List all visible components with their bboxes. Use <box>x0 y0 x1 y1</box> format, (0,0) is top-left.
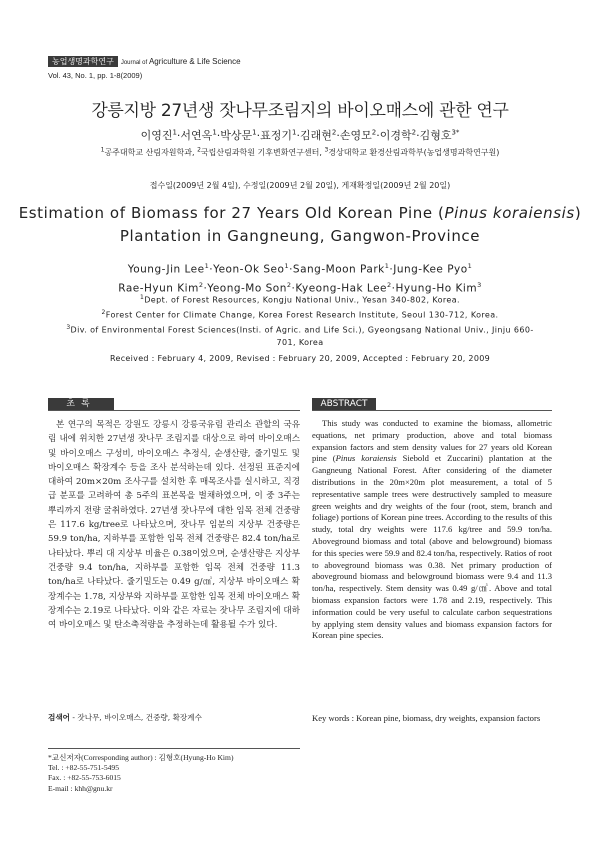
journal-name-ko: 농업생명과학연구 <box>48 56 118 67</box>
author-name: 이영진 <box>140 129 173 142</box>
author-name: Kyeong-Hak Lee <box>295 282 388 294</box>
author-affiliation-mark: 1 <box>284 262 290 270</box>
author-name: Jung-Kee Pyo <box>393 263 468 276</box>
author-affiliation-mark: 2 <box>411 128 417 137</box>
footnote <box>48 753 233 794</box>
author-name: Yeong-Mo Son <box>207 282 287 294</box>
title-english: Estimation of Biomass for 27 Years Old Korean Pine (Pinus koraiensis) Plantation in Gangneung, Gangwon-Province <box>18 204 582 245</box>
author-affiliation-mark: 2 <box>331 128 337 137</box>
author-affiliation-mark: 1 <box>292 128 297 137</box>
email: E-mail : khh@gnu.kr <box>48 783 113 793</box>
journal-name-en: Agriculture & Life Science <box>148 57 241 66</box>
author-affiliation-mark: 2 <box>198 280 204 289</box>
divider <box>312 410 552 411</box>
author-name: Hyung-Ho Kim <box>395 282 478 294</box>
affiliations-korean <box>0 146 600 158</box>
author-name: 김래현 <box>300 129 332 142</box>
author-name: Rae-Hyun Kim <box>118 282 199 294</box>
author-name: 김형호 <box>419 129 452 142</box>
volume-info: Vol. 43, No. 1, pp. 1-8(2009) <box>48 71 143 80</box>
author-name: 박상문 <box>220 129 253 142</box>
title-korean: 강릉지방 27년생 잣나무조림지의 바이오매스에 관한 연구 <box>91 101 509 121</box>
affiliation: $^3$Div. of Environmental Forest Sciences(Insti. of Agric. and Life Sci.), Gyeongsang National Univ., Jinju 660-701, Korea <box>66 324 534 348</box>
corresponding-author: *교신저자(Corresponding author) : 김형호(Hyung-Ho Kim) <box>48 753 234 762</box>
telephone: Tel. : +82-55-751-5495 <box>48 763 120 773</box>
authors-english: Young-Jin Lee$^1$·Yeon-Ok Seo$^1$·Sang-Moon Park$^1$·Jung-Kee Pyo$^1$ Rae-Hyun Kim$^2$·Yeong-Mo Son$^2$·Kyeong-Hak Lee$^2$·Hyung-Ho Kim$^3$ <box>118 262 482 294</box>
affiliation: $^2$Forest Center for Climate Change, Korea Forest Research Institute, Seoul 130-712, Korea. <box>101 309 499 320</box>
author-name: Young-Jin Lee <box>127 263 205 276</box>
keywords-english: Key words : Korean pine, biomass, dry weights, expansion factors <box>312 713 541 723</box>
author-name: 이경학 <box>379 129 412 142</box>
journal-name-prefix: Journal of <box>120 60 148 66</box>
affiliation: $^1$공주대학교 산림자원학과, <box>100 146 198 157</box>
affiliations-english <box>60 292 540 350</box>
footnote-divider <box>48 748 300 749</box>
author-affiliation-mark: 2 <box>387 280 392 289</box>
divider <box>48 410 300 411</box>
author-name: Sang-Moon Park <box>292 263 385 276</box>
author-affiliation-mark: 3* <box>451 128 460 137</box>
author-affiliation-mark: 1 <box>212 128 217 137</box>
author-affiliation-mark: 1 <box>204 262 210 270</box>
dates-korean: 접수일(2009년 2월 4일), 수정일(2009년 2월 20일), 게재확정일(2009년 2월 20일) <box>149 181 451 190</box>
affiliation: $^3$경상대학교 환경산림과학부(농업생명과학연구원) <box>324 146 500 157</box>
fax: Fax. : +82-55-753-6015 <box>48 773 121 783</box>
dates-english: Received : February 4, 2009, Revised : February 20, 2009, Accepted : February 20, 2009 <box>110 354 490 363</box>
affiliation: $^2$국립산림과학원 기후변화연구센터, <box>197 146 325 157</box>
author-affiliation-mark: 2 <box>286 280 292 289</box>
author-name: 손영모 <box>339 129 372 142</box>
journal-header <box>48 56 241 67</box>
abstract-korean-header: 초록 <box>48 398 114 411</box>
author-affiliation-mark: 1 <box>384 262 390 270</box>
author-name: 서연옥 <box>180 129 213 142</box>
affiliation: $^1$Dept. of Forest Resources, Kongju National Univ., Yesan 340-802, Korea. <box>140 294 460 305</box>
abstract-english-body: This study was conducted to examine the biomass, allometric equations, net primary production, above and total biomass expansion factors and stem density values for 27 years old Korean pine (Pinus koraiensis Siebold et Zuccarini) plantation at the Gangneung National Forest. After considering of the diameter distributions in the 20m×20m plot measurement, a total of 5 representative sample trees were destructively sampled to measure green weights and dry weights of the four (root, stem, branch and foliage) portions of Korean pine trees. According to the results of this study, total dry weights were 117.6 kg/tree and 59.9 ton/ha. Aboveground biomass and total (above and belowground) biomass for this species were 59.9 and 82.4 ton/ha, respectively. Ratios of root to aboveground biomass was 0.38. Net primary production of aboveground biomass and belowground biomass were 9.4 and 11.3 ton/ha, respectively. Stem density was 0.49 g/㎤. Above and total biomass expansion factors were 1.78 and 2.19, respectively. This information could be very useful to calculate carbon sequestrations by applying stem density values and biomass expansion factors for Korean pine species. <box>312 418 552 641</box>
author-name: 표정기 <box>260 129 293 142</box>
author-name: Yeon-Ok Seo <box>213 263 285 276</box>
abstract-korean-body: 본 연구의 목적은 강원도 강릉시 강릉국유림 관리소 관할의 국유림 내에 위치한 27년생 잣나무 조림지를 대상으로 하여 바이오매스 및 바이오매스 구성비, 바이오매스 추정식, 순생산량, 줄기밀도 및 바이오매스 확장계수 등을 조사 분석하는데 있다. 선정된 표준지에 대하여 20m×20m 조사구를 설치한 후 매목조사를 실시하고, 직경급 분포를 고려하여 총 5주의 표본목을 벌채하였으며, 이 중 3주는 뿌리까지 전량 굴취하였다. 27년생 잣나무에 대한 임목 전체 건중량은 117.6 kg/tree로 나타났으며, 잣나무 임분의 지상부 건중량은 59.9 ton/ha, 지하부를 포함한 임목 전체 건중량은 82.4 ton/ha로 나타났다. 뿌리 대 지상부 비율은 0.38이었으며, 순생산량은 지상부 건중량 9.4 ton/ha, 지하부를 포함한 임목 전체 건중량 11.3 ton/ha로 나타났다. 줄기밀도는 0.49 g/㎤, 지상부 바이오매스 확장계수는 1.78, 지상부와 지하부를 포함한 임목 전체 바이오매스 확장계수는 2.19로 나타났다. 이와 같은 자료는 잣나무 조림지에 대하여 바이오매스 및 탄소축적량을 추정하는데 활용될 수가 있다. <box>48 420 300 631</box>
keywords-korean: 검색어 - 잣나무, 바이오매스, 건중량, 확장계수 <box>48 713 202 722</box>
author-affiliation-mark: 1 <box>172 128 177 137</box>
authors-korean: 이영진$^1$·서연옥$^1$·박상문$^1$·표정기$^1$·김래현$^2$·손영모$^2$·이경학$^2$·김형호$^{3*}$ <box>140 128 460 142</box>
abstract-english-header: ABSTRACT <box>312 398 376 411</box>
author-affiliation-mark: 1 <box>252 128 257 137</box>
author-affiliation-mark: 3 <box>477 280 482 289</box>
author-affiliation-mark: 2 <box>371 128 377 137</box>
author-affiliation-mark: 1 <box>467 262 473 270</box>
